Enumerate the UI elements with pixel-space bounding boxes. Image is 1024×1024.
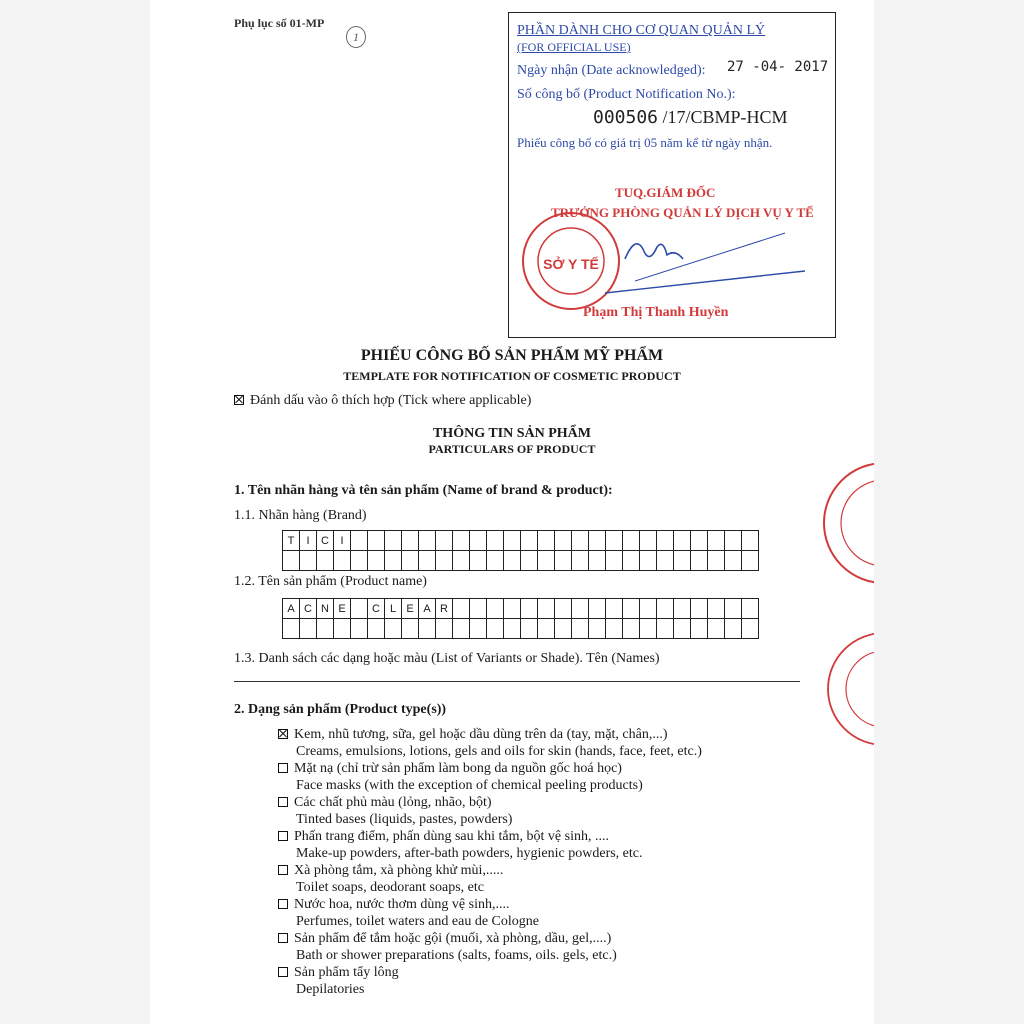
date-value: 27 -04- 2017 (727, 59, 829, 75)
grid-cell (436, 619, 453, 639)
grid-cell: N (317, 599, 334, 619)
grid-cell (368, 619, 385, 639)
product-type-en: Depilatories (296, 982, 365, 997)
grid-cell (521, 531, 538, 551)
product-type-en: Perfumes, toilet waters and eau de Cologne (296, 914, 539, 929)
grid-cell (623, 531, 640, 551)
grid-cell (368, 531, 385, 551)
notification-number-suffix: /17/CBMP-HCM (662, 107, 788, 127)
grid-cell: A (419, 599, 436, 619)
grid-cell (589, 599, 606, 619)
grid-cell (538, 531, 555, 551)
signer-name: Phạm Thị Thanh Huyền (583, 305, 729, 320)
grid-cell (504, 551, 521, 571)
grid-cell (572, 599, 589, 619)
grid-cell (657, 551, 674, 571)
grid-cell (470, 551, 487, 571)
date-label: Ngày nhận (Date acknowledged): (517, 63, 706, 78)
grid-cell (742, 531, 759, 551)
official-title: PHẦN DÀNH CHO CƠ QUAN QUẢN LÝ (517, 23, 766, 38)
product-type-vi: Xà phòng tắm, xà phòng khử mùi,..... (294, 863, 504, 878)
grid-cell (436, 551, 453, 571)
grid-cell (674, 599, 691, 619)
notification-number (593, 107, 788, 128)
product-type-item (278, 828, 643, 862)
product-type-checkbox[interactable] (278, 967, 288, 977)
grid-cell (504, 599, 521, 619)
product-type-vi: Phấn trang điểm, phấn dùng sau khi tắm, bột vệ sinh, .... (294, 829, 609, 844)
grid-cell (589, 619, 606, 639)
grid-cell (555, 599, 572, 619)
grid-cell (606, 619, 623, 639)
validity-note: Phiếu công bố có giá trị 05 năm kể từ ngày nhận. (517, 135, 773, 150)
grid-cell (555, 531, 572, 551)
grid-cell (725, 551, 742, 571)
signature (605, 221, 805, 301)
grid-cell (691, 551, 708, 571)
grid-cell (487, 551, 504, 571)
grid-cell (334, 551, 351, 571)
product-type-checkbox[interactable] (278, 899, 288, 909)
grid-cell (674, 619, 691, 639)
grid-cell (402, 551, 419, 571)
grid-cell (606, 551, 623, 571)
grid-cell (487, 531, 504, 551)
product-type-item (278, 794, 512, 828)
tick-instruction (234, 393, 531, 409)
grid-cell (623, 599, 640, 619)
grid-cell (283, 619, 300, 639)
grid-cell: I (300, 531, 317, 551)
grid-cell (419, 531, 436, 551)
form-title-en: TEMPLATE FOR NOTIFICATION OF COSMETIC PRODUCT (343, 369, 681, 383)
product-type-checkbox[interactable] (278, 933, 288, 943)
grid-cell (385, 551, 402, 571)
grid-cell (674, 531, 691, 551)
grid-cell (283, 551, 300, 571)
document-page (150, 0, 874, 1024)
grid-cell (572, 619, 589, 639)
grid-cell (538, 599, 555, 619)
stamp-text: SỞ Y TẾ (543, 256, 599, 272)
product-type-item (278, 896, 539, 930)
grid-cell (742, 551, 759, 571)
variants-line (234, 681, 800, 682)
section-title: THÔNG TIN SẢN PHẨM (432, 426, 592, 441)
tick-instruction-text: Đánh dấu vào ô thích hợp (Tick where applicable) (250, 393, 532, 408)
grid-cell (657, 619, 674, 639)
grid-cell (521, 619, 538, 639)
grid-cell (504, 531, 521, 551)
product-type-item (278, 862, 503, 896)
grid-cell (691, 531, 708, 551)
official-title-en: (FOR OFFICIAL USE) (517, 40, 631, 54)
brand-grid (282, 530, 759, 571)
product-type-en: Toilet soaps, deodorant soaps, etc (296, 880, 484, 895)
grid-cell (538, 619, 555, 639)
grid-cell (453, 619, 470, 639)
product-type-en: Make-up powders, after-bath powders, hygienic powders, etc. (296, 846, 643, 861)
grid-cell (487, 599, 504, 619)
grid-cell (640, 531, 657, 551)
product-type-item (278, 964, 399, 998)
product-type-vi: Sản phẩm tẩy lông (294, 965, 399, 980)
grid-cell (606, 599, 623, 619)
product-type-item (278, 930, 617, 964)
grid-cell (572, 531, 589, 551)
grid-cell (453, 599, 470, 619)
product-type-vi: Nước hoa, nước thơm dùng vệ sinh,.... (294, 897, 510, 912)
grid-cell (436, 531, 453, 551)
grid-cell (521, 599, 538, 619)
company-stamp-partial (822, 458, 874, 588)
grid-cell: C (368, 599, 385, 619)
grid-cell (402, 531, 419, 551)
grid-cell (317, 619, 334, 639)
grid-cell (623, 551, 640, 571)
grid-cell (725, 599, 742, 619)
grid-cell: I (334, 531, 351, 551)
grid-cell (521, 551, 538, 571)
grid-cell (385, 531, 402, 551)
grid-cell (708, 599, 725, 619)
grid-cell (385, 619, 402, 639)
annex-label: Phụ lục số 01-MP (234, 16, 325, 30)
grid-cell: L (385, 599, 402, 619)
section1-heading: 1. Tên nhãn hàng và tên sản phẩm (Name of brand & product): (234, 483, 613, 498)
product-type-checkbox[interactable] (278, 831, 288, 841)
section-title-en: PARTICULARS OF PRODUCT (428, 442, 596, 456)
grid-cell: C (300, 599, 317, 619)
grid-cell (317, 551, 334, 571)
product-type-item (278, 726, 702, 760)
grid-cell: E (334, 599, 351, 619)
grid-cell (538, 551, 555, 571)
grid-cell (623, 619, 640, 639)
grid-cell (555, 619, 572, 639)
grid-cell (300, 551, 317, 571)
product-label: 1.2. Tên sản phẩm (Product name) (234, 574, 427, 589)
grid-cell (351, 531, 368, 551)
grid-cell (453, 531, 470, 551)
grid-cell (691, 619, 708, 639)
product-type-vi: Kem, nhũ tương, sữa, gel hoặc dầu dùng trên da (tay, mặt, chân,...) (294, 727, 668, 742)
page-number-mark: 1 (346, 26, 366, 48)
grid-cell (708, 619, 725, 639)
grid-cell (674, 551, 691, 571)
product-type-en: Tinted bases (liquids, pastes, powders) (296, 812, 513, 827)
grid-cell (555, 551, 572, 571)
grid-cell (708, 531, 725, 551)
product-type-vi: Sản phẩm để tắm hoặc gội (muối, xà phòng, dầu, gel,....) (294, 931, 612, 946)
grid-cell (657, 599, 674, 619)
grid-cell (419, 619, 436, 639)
grid-cell (470, 619, 487, 639)
grid-cell (640, 551, 657, 571)
grid-cell (657, 531, 674, 551)
product-type-checkbox[interactable] (278, 865, 288, 875)
grid-cell (504, 619, 521, 639)
grid-cell (300, 619, 317, 639)
grid-cell (589, 551, 606, 571)
product-type-vi: Mặt nạ (chỉ trừ sản phẩm làm bong da nguồn gốc hoá học) (294, 761, 622, 776)
grid-cell: T (283, 531, 300, 551)
grid-cell (334, 619, 351, 639)
official-use-box (508, 12, 836, 338)
tick-example-checkbox (234, 395, 244, 405)
grid-cell (691, 599, 708, 619)
grid-cell (640, 599, 657, 619)
health-stamp-partial (822, 624, 874, 754)
product-type-en: Creams, emulsions, lotions, gels and oils for skin (hands, face, feet, etc.) (296, 744, 702, 759)
grid-cell (606, 531, 623, 551)
grid-cell (419, 551, 436, 571)
product-type-vi: Các chất phủ màu (lỏng, nhão, bột) (294, 795, 492, 810)
product-type-checkbox[interactable] (278, 797, 288, 807)
grid-cell: R (436, 599, 453, 619)
brand-label: 1.1. Nhãn hàng (Brand) (234, 508, 367, 523)
grid-cell: A (283, 599, 300, 619)
product-type-en: Bath or shower preparations (salts, foams, oils. gels, etc.) (296, 948, 617, 963)
notification-number-value: 000506 (593, 107, 659, 128)
grid-cell (725, 531, 742, 551)
grid-cell (487, 619, 504, 639)
grid-cell (470, 531, 487, 551)
variants-label: 1.3. Danh sách các dạng hoặc màu (List of Variants or Shade). Tên (Names) (234, 651, 660, 666)
grid-cell (742, 619, 759, 639)
grid-cell (725, 619, 742, 639)
grid-cell (402, 619, 419, 639)
product-type-item (278, 760, 643, 794)
grid-cell (470, 599, 487, 619)
grid-cell: C (317, 531, 334, 551)
grid-cell (742, 599, 759, 619)
grid-cell (368, 551, 385, 571)
grid-cell (453, 551, 470, 571)
grid-cell (640, 619, 657, 639)
grid-cell (351, 599, 368, 619)
grid-cell (351, 619, 368, 639)
grid-cell (589, 531, 606, 551)
product-grid (282, 598, 759, 639)
notification-number-label: Số công bố (Product Notification No.): (517, 87, 736, 102)
form-title: PHIẾU CÔNG BỐ SẢN PHẨM MỸ PHẨM (360, 347, 664, 364)
section2-heading: 2. Dạng sản phẩm (Product type(s)) (234, 702, 447, 717)
grid-cell (708, 551, 725, 571)
signer-title-1: TUQ.GIÁM ĐỐC (615, 185, 716, 200)
grid-cell (572, 551, 589, 571)
grid-cell (351, 551, 368, 571)
grid-cell: E (402, 599, 419, 619)
product-type-checkbox[interactable] (278, 763, 288, 773)
signer-title-2: TRƯỞNG PHÒNG QUẢN LÝ DỊCH VỤ Y TẾ (551, 205, 814, 220)
product-type-checkbox[interactable] (278, 729, 288, 739)
product-type-en: Face masks (with the exception of chemical peeling products) (296, 778, 643, 793)
